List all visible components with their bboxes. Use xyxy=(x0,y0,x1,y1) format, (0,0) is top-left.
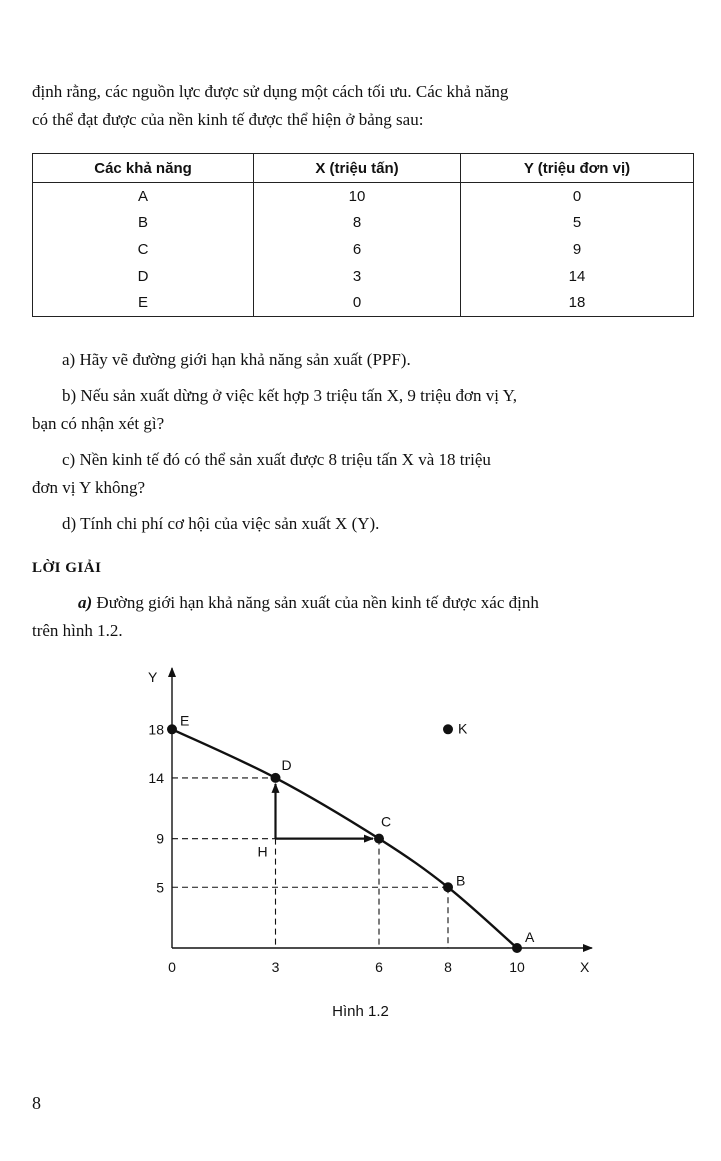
point-d xyxy=(271,773,281,783)
point-c xyxy=(374,834,384,844)
x-tick-label: 10 xyxy=(509,959,525,975)
question-a: a) Hãy vẽ đường giới hạn khả năng sản xuất (PPF). xyxy=(62,350,411,369)
intro-line-2: có thể đạt được của nền kinh tế được thể hiện ở bảng sau: xyxy=(32,110,424,129)
table-cell: 9 xyxy=(461,236,694,263)
point-label-b: B xyxy=(456,872,466,889)
point-label-c: C xyxy=(381,813,392,830)
point-a xyxy=(512,943,522,953)
table-cell: C xyxy=(33,236,254,263)
table-cell: 6 xyxy=(254,236,461,263)
solution-a-label: a) xyxy=(78,593,93,612)
table-row xyxy=(33,183,694,210)
intro-line-1: định rằng, các nguồn lực được sử dụng một cách tối ưu. Các khả năng xyxy=(32,82,509,101)
table-row xyxy=(33,210,694,237)
arrows-group xyxy=(276,784,374,839)
table-header-row xyxy=(33,154,694,183)
possibilities-table xyxy=(32,153,694,317)
point-label-k: K xyxy=(458,720,468,737)
table-cell: 10 xyxy=(254,183,461,210)
table-cell: 5 xyxy=(461,210,694,237)
header-y: Y (triệu đơn vị) xyxy=(461,154,694,183)
table-cell: D xyxy=(33,263,254,290)
y-tick-label: 14 xyxy=(148,769,164,786)
solution-a-line-1 xyxy=(78,593,539,613)
point-k xyxy=(443,724,453,734)
page-number: 8 xyxy=(32,1093,41,1113)
question-b-line-2: bạn có nhận xét gì? xyxy=(32,414,165,433)
guide-lines xyxy=(172,778,448,948)
table-cell: 8 xyxy=(254,210,461,237)
question-c-line-2: đơn vị Y không? xyxy=(32,478,146,497)
x-axis-label: X xyxy=(580,959,590,975)
table-cell: E xyxy=(33,289,254,316)
table-cell: 3 xyxy=(254,263,461,290)
point-label-a: A xyxy=(525,929,535,945)
y-tick-label: 18 xyxy=(148,721,164,738)
table-cell: A xyxy=(33,183,254,210)
header-x: X (triệu tấn) xyxy=(254,154,461,183)
table-cell: 0 xyxy=(254,289,461,316)
y-axis-label: Y xyxy=(148,669,158,685)
labels-group xyxy=(180,712,535,945)
x-tick-label: 3 xyxy=(271,959,280,975)
table-cell: B xyxy=(33,210,254,237)
x-tick-label: 6 xyxy=(375,959,383,975)
x-tick-label: 8 xyxy=(444,959,452,975)
table-row xyxy=(33,263,694,290)
solution-heading: LỜI GIẢI xyxy=(32,560,102,576)
table-cell: 18 xyxy=(461,289,694,316)
question-b-line-1: b) Nếu sản xuất dừng ở việc kết hợp 3 triệu tấn X, 9 triệu đơn vị Y, xyxy=(62,386,517,405)
solution-a-line-2: trên hình 1.2. xyxy=(32,621,123,640)
x-tick-label: 0 xyxy=(168,959,176,975)
question-c-line-1: c) Nền kinh tế đó có thể sản xuất được 8 triệu tấn X và 18 triệu xyxy=(62,450,491,469)
ppf-chart xyxy=(0,640,721,1000)
y-tick-label: 9 xyxy=(156,830,164,847)
point-label-d: D xyxy=(281,756,292,773)
question-d: d) Tính chi phí cơ hội của việc sản xuất X (Y). xyxy=(62,514,380,533)
point-e xyxy=(167,724,177,734)
point-label-h: H xyxy=(257,843,268,860)
table-cell: 14 xyxy=(461,263,694,290)
point-b xyxy=(443,882,453,892)
header-possibility: Các khả năng xyxy=(33,154,254,183)
figure-caption: Hình 1.2 xyxy=(332,1003,389,1020)
table-cell: 0 xyxy=(461,183,694,210)
table-row xyxy=(33,236,694,263)
table-row xyxy=(33,289,694,316)
point-label-e: E xyxy=(180,712,190,729)
y-tick-label: 5 xyxy=(156,879,164,896)
solution-a-text: Đường giới hạn khả năng sản xuất của nền kinh tế được xác định xyxy=(92,593,539,612)
